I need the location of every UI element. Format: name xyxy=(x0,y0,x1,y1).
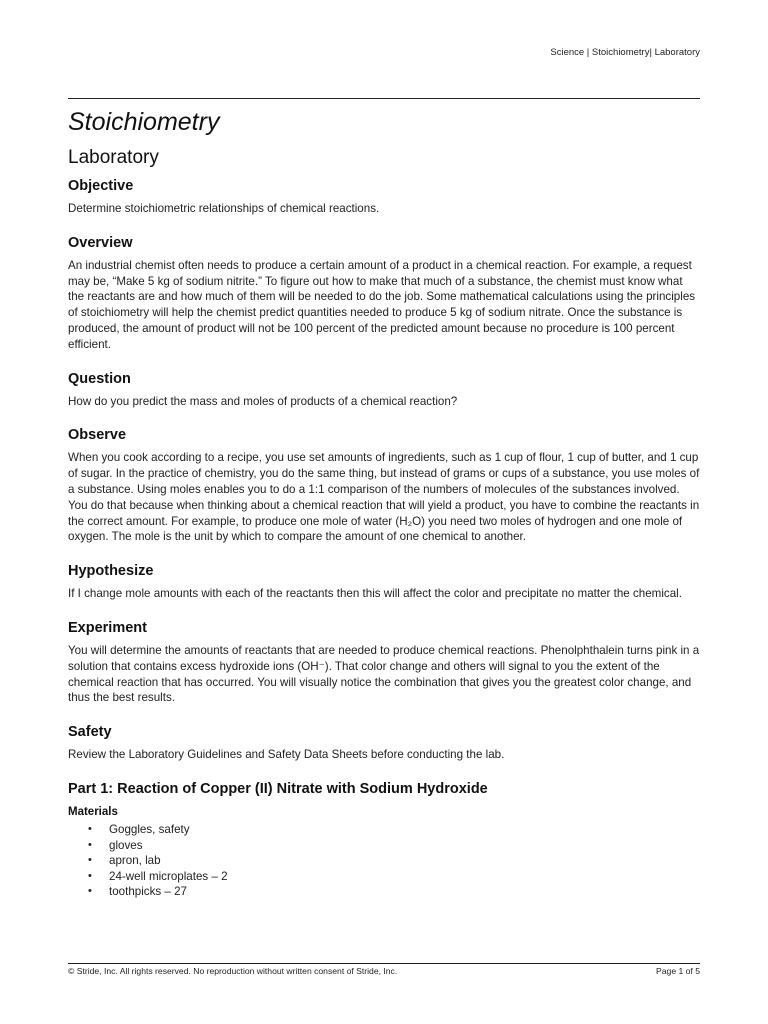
section-question xyxy=(68,371,700,410)
document-title: Stoichiometry xyxy=(68,108,220,136)
footer-copyright: © Stride, Inc. All rights reserved. No reproduction without written consent of Stride, Inc. xyxy=(68,966,398,976)
section-safety xyxy=(68,724,700,763)
list-item: • gloves xyxy=(68,838,700,854)
section-text: When you cook according to a recipe, you use set amounts of ingredients, such as 1 cup of flour, 1 cup of butter, and 1 cup of sugar. In the practice of chemistry, you do the same thing, but instead of grams or cups of a substance, you use moles of a substance. Using moles enables you to do a 1:1 comparison of the numbers of molecules of the substances involved. You do that because when thinking about a chemical reaction that will yield a product, you have to combine the reactants in the correct amount. For example, to produce one mole of water (H₂O) you need two moles of hydrogen and one mole of oxygen. The mole is the unit by which to compare the amount of one chemical to another. xyxy=(68,451,700,544)
section-observe xyxy=(68,427,700,545)
list-item: • 24-well microplates – 2 xyxy=(68,869,700,885)
section-heading: Objective xyxy=(68,178,134,194)
section-heading: Hypothesize xyxy=(68,563,154,580)
part-heading: Part 1: Reaction of Copper (II) Nitrate with Sodium Hydroxide xyxy=(68,780,488,797)
list-item: • toothpicks – 27 xyxy=(68,884,700,900)
header-divider xyxy=(68,98,700,99)
section-hypothesize xyxy=(68,563,700,602)
section-text: An industrial chemist often needs to produce a certain amount of a product in a chemical reaction. For example, a request may be, “Make 5 kg of sodium nitrite.” To figure out how to make that much of a substance, the chemist must know what the reactants are and how much of them will be needed to do the job. Some mathematical calculations using the principles of stoichiometry will help the chemist predict quantities needed to produce 5 kg of sodium nitrate. Once the substance is produced, the amount of product will not be 100 percent of the predicted amount because no procedure is 100 percent efficient. xyxy=(68,258,696,351)
section-overview xyxy=(68,235,700,353)
list-item: • apron, lab xyxy=(68,853,700,869)
header-breadcrumb: Science | Stoichiometry| Laboratory xyxy=(550,47,700,58)
materials-list xyxy=(68,822,700,900)
document-subtitle: Laboratory xyxy=(68,147,159,168)
section-objective xyxy=(68,178,700,217)
section-text: Review the Laboratory Guidelines and Safety Data Sheets before conducting the lab. xyxy=(68,748,505,762)
section-heading: Overview xyxy=(68,234,133,251)
section-heading: Observe xyxy=(68,427,127,444)
section-part-1 xyxy=(68,781,700,900)
section-heading: Experiment xyxy=(68,619,147,636)
document-body xyxy=(68,178,700,918)
materials-heading: Materials xyxy=(68,805,118,818)
list-item: • Goggles, safety xyxy=(68,822,700,838)
footer-divider xyxy=(68,963,700,964)
section-text: If I change mole amounts with each of the reactants then this will affect the color and precipitate no matter the chemical. xyxy=(68,587,682,601)
section-text: How do you predict the mass and moles of products of a chemical reaction? xyxy=(68,394,458,408)
section-text: Determine stoichiometric relationships of chemical reactions. xyxy=(68,202,380,215)
section-text: You will determine the amounts of reactants that are needed to produce chemical reactions. Phenolphthalein turns pink in a solution that contains excess hydroxide ions (OH⁻). That color change and others will signal to you the extent of the chemical reaction that has occurred. You will visually notice the combination that gives you the greatest color change, and thus the best results. xyxy=(68,643,700,705)
footer-page-number: Page 1 of 5 xyxy=(656,966,700,976)
section-experiment xyxy=(68,620,700,706)
section-heading: Safety xyxy=(68,724,112,741)
section-heading: Question xyxy=(68,370,131,387)
